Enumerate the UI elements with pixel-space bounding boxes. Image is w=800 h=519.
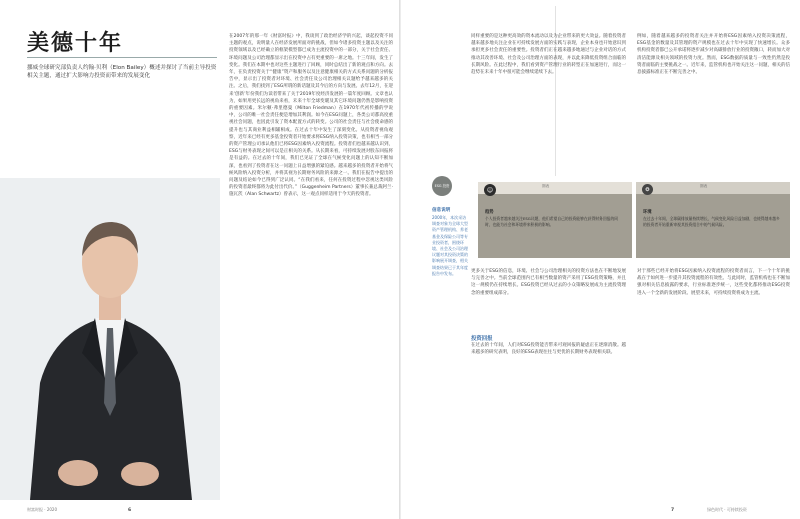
article-column: 对于那些已经开始将ESG因素纳入投资流程的投资者而言，下一个十年的挑战在于如何进一步提升其投资流程的有效性。与此同时，监管机构也在不断加强对相关信息披露的要求，行业标准逐步统一，这些变化都将推动ESG投资进入一个全新的发展阶段。展望未来，可持续投资将成为主流。 (637, 269, 790, 296)
left-page (0, 0, 399, 519)
card-body: 个人投资者越来越关注ESG议题，他们希望自己的投资能够在获得财务回报的同时，也能为社会和环境带来积极的影响。 (485, 216, 619, 227)
article-column: 例如，随着越来越多的投资者关注并开始将ESG因素纳入投资决策流程，ESG基金的数量及其管理的资产规模也在过去十年中实现了快速增长。众多机构投资者都已公开承诺将逐步减少对高碳排放行业的投资敞口，转而加大对清洁能源及相关领域的投资力度。然而，ESG数据的质量与一致性仍然是投资者面临的主要挑战之一。近年来，监管机构也开始关注这一问题，相关的信息披露标准正在不断完善之中。 (637, 34, 790, 76)
card-body: 在过去十年间，全球碳排放量持续增长，气候变化风险日益加剧，也使得越来越多的投资者开始重新审视其投资组合中的气候风险。 (643, 216, 780, 227)
sidebar-body: 2000年，本次采访调查对象为全球大型资产管理机构、养老基金及保险公司等专业投资者，围绕环境、社会及公司治理议题对其投资决策的影响展开调查，相关调查结果已于其年度报告中发布。 (432, 215, 468, 276)
card-tab (478, 182, 632, 194)
sidebar-title: 信息说明 (432, 208, 451, 213)
info-card-trend (478, 182, 632, 258)
article-column: 在2007年的那一年《财富时报》中，我谈到了政治经济学的兴起，谈起投资不同主题的观点，说明量人在经济发展所面对的挑战，但如今诸多投资主题以及关注的投资领域以及已经确立的框架模型都已成为主流投资中的一部分，关于社会责任、环境问题及公司治理都显示出在投资中占有更重要的一席之地。十三年间，发生了变化。我们在本期中也对这些主题进行了回顾，同时总结出了新的观点和方向。去年，在负责投资关于“健康”资产和服务以及注意健康相关的方式关系问题的分析报告中，显示出了投资者对环境、社会责任及公司治理相关议题给予越来越多的关注。之后，我们找到了ESG所谓的新话题及其今后的方向与发展。去年12月，在迎来‘创新’年份我们为读者带来了关于2019年度经济发展的一篇年度回顾。文章也认为，如果用更长远的视角来看，未来十年全球变暖及其它环境问题仍然是影响投资的重要因素。米尔顿·弗里德曼（Milton Friedman）在1970年代初传播的学说中，公司的唯一社会责任便是增加其利润。如今在ESG问题上，各类公司都高度重视社会问题，也因此引发了资本配置方式的转变。公司的社会责任与社会使命感的提升也与其商业利益相辅相成。在过去十年中发生了深刻变化。从投资者视角观察，近年来已经有更多基金投资者开始要求将ESG纳入投资决策，也有相当一部分的资产管理公司承认他们已将ESG因素纳入投资流程。投资者们也越来越认识到，ESG与财务表现之间可以是正相关的关系。从长期来看，可持续发展对股东回报将是有益的。在过去的十年间，我们已见证了全球在气候变化问题上的认知不断加深，也看到了投资者在这一问题上日益增强的紧迫感。越来越多的投资者开始将气候风险纳入投资分析，并将其视为长期财务风险的来源之一。我们在报告中提出的问题及结论如今已得到广泛认同。“在我们看来，任何在投资过程中忽视这类风险的投资者最终都将为此付出代价。”（Guggenheim Partners）董事长兼总裁阿兰·施瓦茨（Alan Schwartz）曾表示，这一观点同样适用于今天的投资者。 (229, 34, 393, 198)
portrait-photo (0, 178, 220, 500)
card-title: 环境 (643, 210, 652, 215)
portrait-illustration (0, 178, 220, 500)
sidebar (432, 176, 468, 277)
info-card-environment (636, 182, 790, 258)
page-number: 6 (128, 508, 132, 513)
folio: 绿色时代 · 可持续投资 (707, 507, 747, 512)
topic-badge-label: ESG 投资 (434, 184, 450, 188)
page-title: 美德十年 (27, 31, 124, 56)
page-number: 7 (671, 508, 675, 513)
sun-icon: ❂ (642, 184, 653, 195)
title-rule (27, 57, 217, 58)
column-divider (555, 6, 556, 176)
article-column: 更多关于ESG的信息，环境、社会与公司治理相关的投资方法也在不断地发展与完善之中。当前全球范围内已有相当数量的资产采用了ESG投资策略，并且这一规模仍在持续增长。ESG投资已经从过去的小众策略发展成为主流投资理念的重要组成部分。 (471, 269, 626, 296)
right-page (401, 0, 800, 519)
topic-badge (432, 176, 452, 196)
card-tab (636, 182, 790, 194)
smiley-icon: ☺ (484, 184, 496, 196)
article-column: 在过去的十年间，人们对ESG投资能否带来可观回报的疑虑正在逐渐消散。越来越多的研究表明，良好的ESG表现往往与更优的长期财务表现相关联。 (471, 343, 626, 356)
article-intro: 挪威全球研究部负责人约翰·贝利（Elon Bailey）概述并探讨了当前主导投资相关主题，通过扩大影响力投资而带来的发展变化 (27, 65, 217, 80)
card-tab-label: 图表 (542, 184, 550, 188)
folio: 财富时报 · 2020 (27, 507, 57, 512)
article-column: 同样重要的是这种更高效的资本流动以及为企业带来的更大效益。随着投资者越来越多地关注企业在可持续发展方面的实践与表现，企业本身也开始意识到承担更多社会责任的重要性。投资者们正在越来越多地通过与企业对话的方式推动其改善环境、社会及公司治理方面的表现，并以此来降低投资组合面临的长期风险。在此过程中，我们看到资产管理行业的转型正在加速进行，而这一趋势在未来十年中很可能会继续延续下去。 (471, 34, 626, 76)
card-title: 趋势 (485, 210, 494, 215)
card-tab-label: 图表 (700, 184, 708, 188)
section-subhead: 投资回报 (471, 336, 493, 342)
